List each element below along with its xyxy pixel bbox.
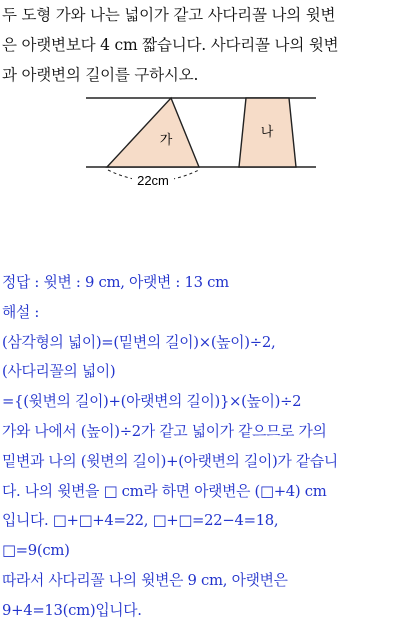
explanation-line: (사다리꼴의 넓이) bbox=[2, 363, 116, 381]
explanation-line: 입니다. □+□+4=22, □+□=22−4=18, bbox=[2, 512, 279, 530]
problem-line: 두 도형 가와 나는 넓이가 같고 사다리꼴 나의 윗변 bbox=[2, 6, 336, 24]
figure bbox=[0, 92, 400, 192]
explanation-line: 가와 나에서 (높이)÷2가 같고 넓이가 같으므로 가의 bbox=[2, 422, 327, 440]
explanation-line: ={(윗변의 길이)+(아랫변의 길이)}×(높이)÷2 bbox=[2, 393, 302, 411]
problem-line: 은 아랫변보다 4 cm 짧습니다. 사다리꼴 나의 윗변 bbox=[2, 36, 339, 54]
base-length-label: 22cm bbox=[137, 173, 169, 188]
answer-section bbox=[2, 268, 398, 626]
explanation-line: 다. 나의 윗변을 □ cm라 하면 아랫변은 (□+4) cm bbox=[2, 482, 327, 500]
explanation-line: (삼각형의 넓이)=(밑변의 길이)×(높이)÷2, bbox=[2, 333, 276, 351]
problem-line: 과 아랫변의 길이를 구하시오. bbox=[2, 66, 199, 84]
explanation-line: 밑변과 나의 (윗변의 길이)+(아랫변의 길이)가 같습니 bbox=[2, 452, 338, 470]
problem-text bbox=[2, 0, 398, 90]
explanation-line: 9+4=13(cm)입니다. bbox=[2, 601, 142, 619]
explanation-line: □=9(cm) bbox=[2, 542, 70, 560]
trapezoid-label: 나 bbox=[260, 124, 274, 139]
triangle-label: 가 bbox=[159, 132, 173, 147]
explanation-line: 따라서 사다리꼴 나의 윗변은 9 cm, 아랫변은 bbox=[2, 571, 288, 589]
explanation-heading: 해설 : bbox=[2, 303, 40, 321]
triangle-ga bbox=[107, 98, 199, 167]
answer-line: 정답 : 윗변 : 9 cm, 아랫변 : 13 cm bbox=[2, 274, 229, 291]
